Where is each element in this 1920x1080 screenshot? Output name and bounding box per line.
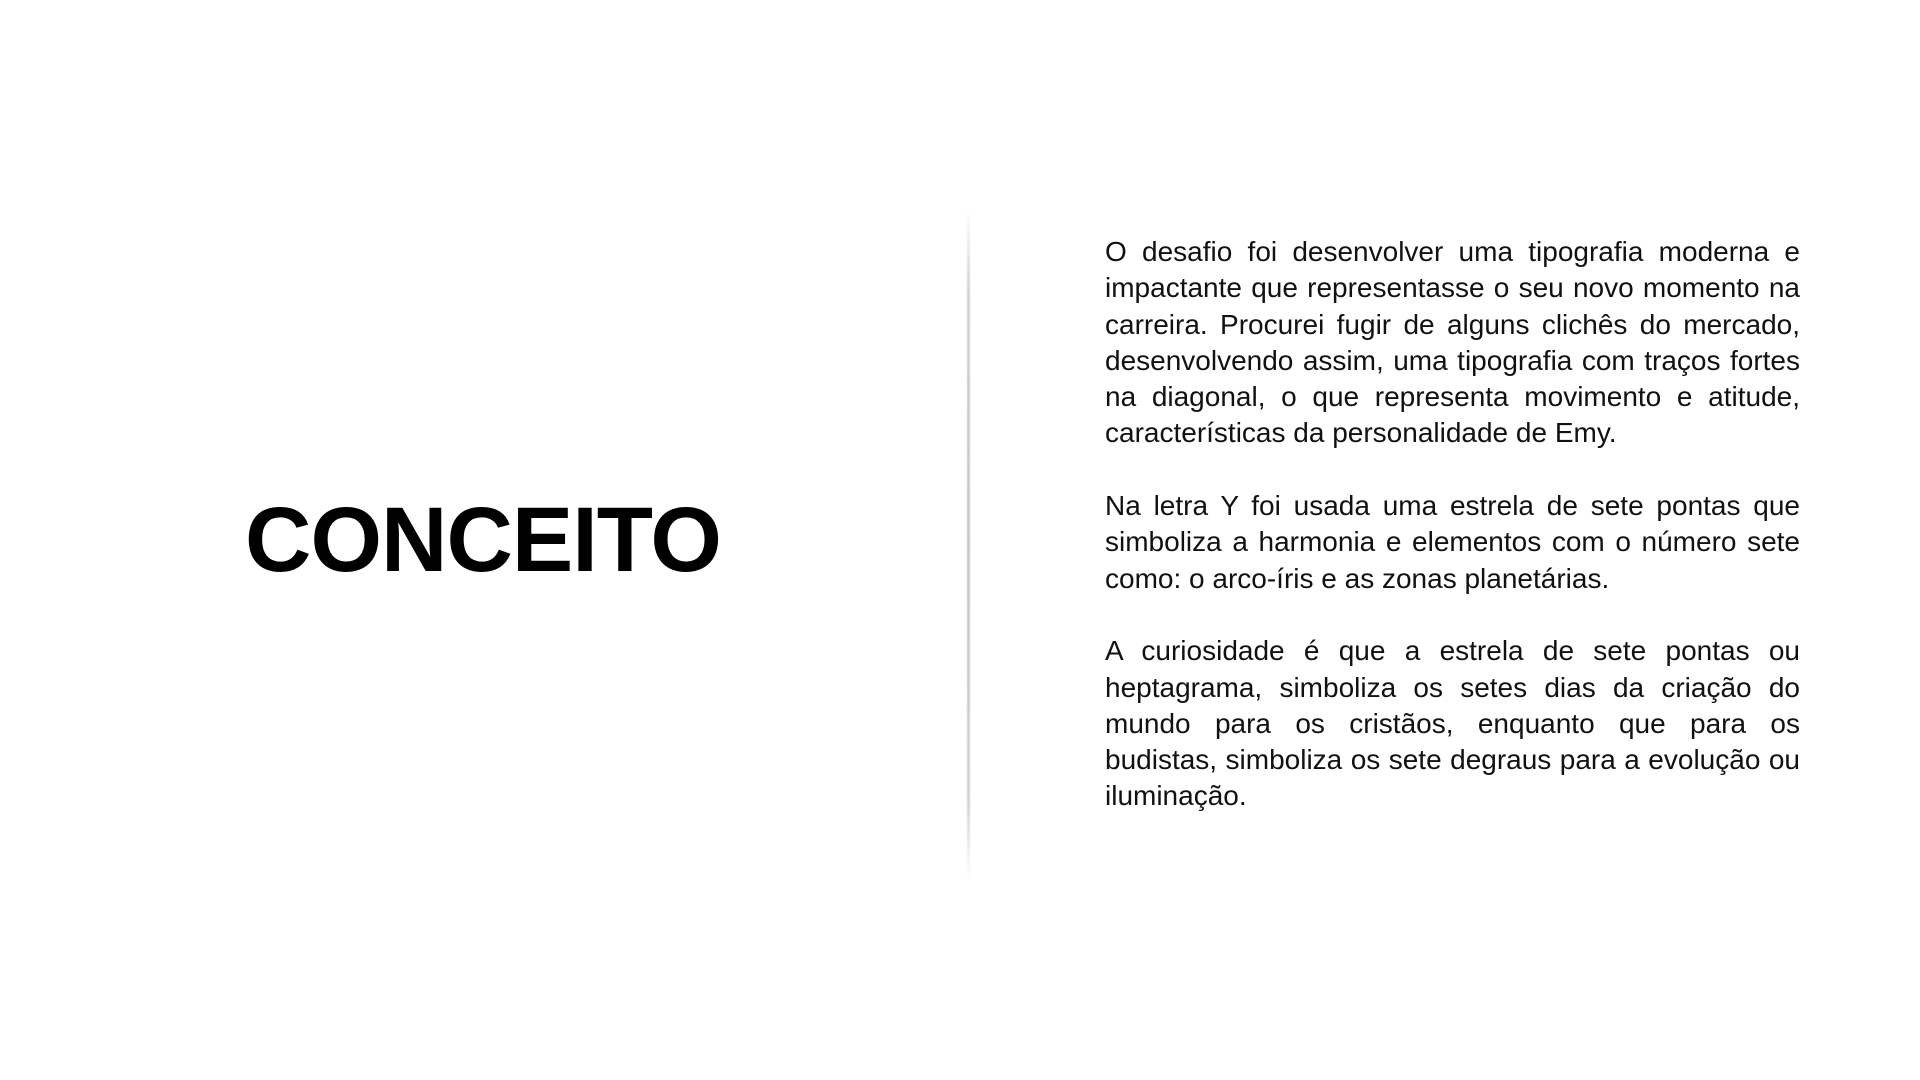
concept-description (1105, 234, 1800, 815)
vertical-divider (967, 210, 970, 880)
page-title: CONCEITO (245, 489, 721, 591)
paragraph-star-letter-y: Na letra Y foi usada uma estrela de sete pontas que simboliza a harmonia e elementos com o número sete como: o arco-íris e as zonas planetárias. (1105, 490, 1800, 594)
paragraph-challenge: O desafio foi desenvolver uma tipografia moderna e impactante que representasse o seu novo momento na carreira. Procurei fugir de alguns clichês do mercado, desenvolvendo assim, uma tipografia com traços fortes na diagonal, o que representa movimento e atitude, características da personalidade de Emy. (1105, 236, 1800, 449)
paragraph-curiosity: A curiosidade é que a estrela de sete pontas ou heptagrama, simboliza os setes dias da criação do mundo para os cristãos, enquanto que para os budistas, simboliza os sete degraus para a evolução ou iluminação. (1105, 635, 1800, 812)
